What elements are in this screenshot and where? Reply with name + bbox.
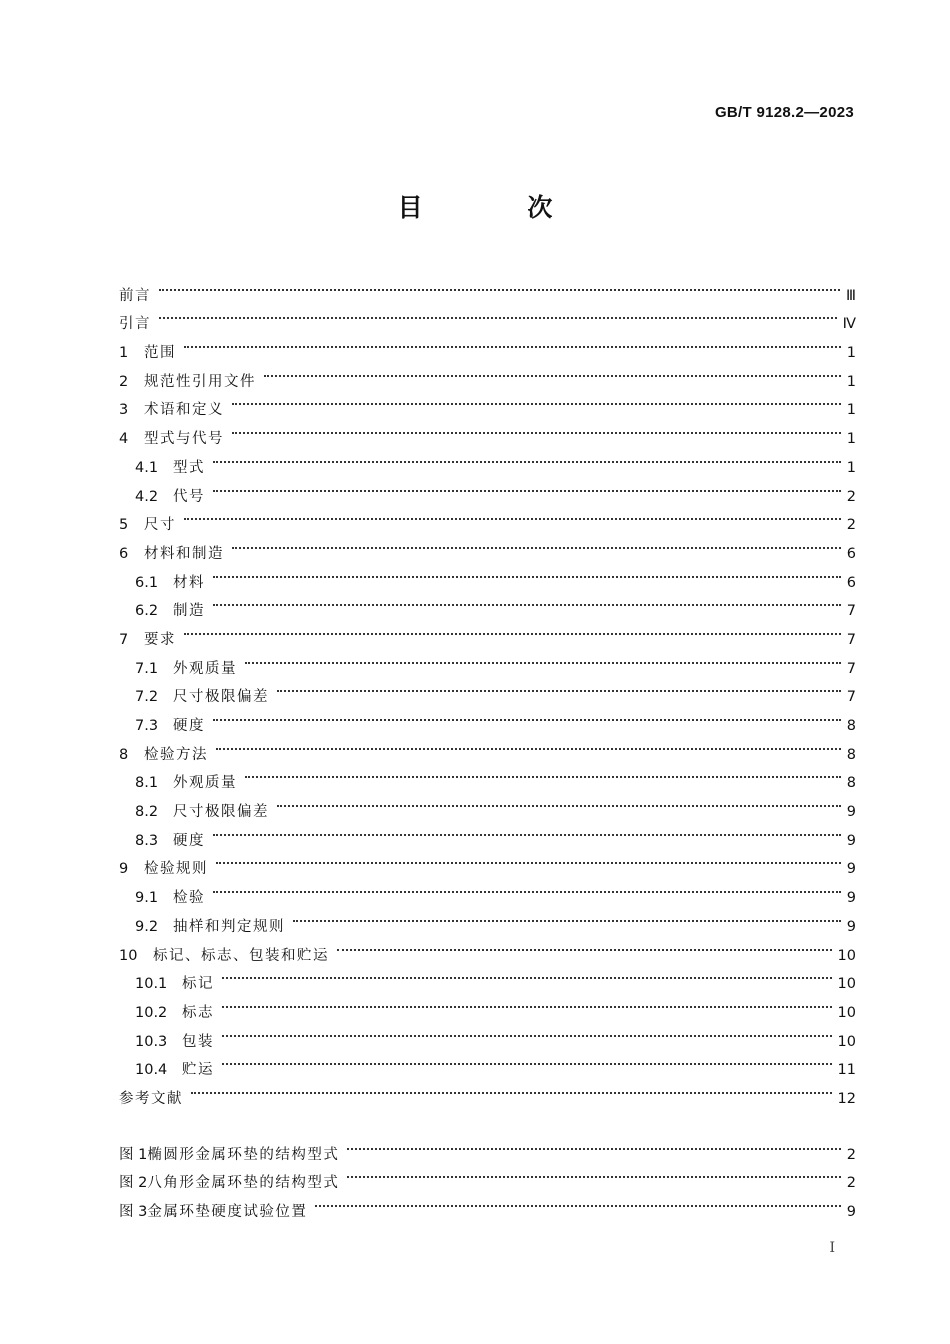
dot-leader <box>213 701 841 730</box>
dot-leader <box>184 328 841 357</box>
toc-entry-title: 包装 <box>182 1033 214 1050</box>
dot-leader <box>277 787 841 816</box>
page-title: 目 次 <box>397 193 601 222</box>
toc-entry[interactable] <box>119 443 856 476</box>
toc-entry-title: 尺寸极限偏差 <box>173 804 269 821</box>
figure-number: 图 1 <box>119 1146 148 1163</box>
toc-entry-title: 材料和制造 <box>144 545 224 562</box>
toc-entry-title: 检验方法 <box>144 746 208 763</box>
toc-entry-number: 10.1 <box>135 976 168 993</box>
toc-entry-title: 前言 <box>119 287 151 304</box>
toc-entry-number: 4.1 <box>135 459 159 476</box>
dot-leader <box>216 845 841 874</box>
toc-entry-page: 11 <box>837 1062 856 1079</box>
toc-entry-number: 8.3 <box>135 832 159 849</box>
figure-page-number: 2 <box>846 1146 856 1163</box>
toc-entry-title: 尺寸 <box>144 517 176 534</box>
toc-entry-page: 7 <box>846 603 856 620</box>
toc-entry-page: 9 <box>846 804 856 821</box>
figure-page-number: 9 <box>846 1204 856 1220</box>
toc-entry-title: 规范性引用文件 <box>144 373 256 390</box>
toc-entry-number: 8.2 <box>135 804 159 821</box>
toc-entry-page: 1 <box>846 373 856 390</box>
toc-entry-title: 外观质量 <box>173 775 237 792</box>
dot-leader <box>159 271 840 300</box>
toc-entry-title: 型式与代号 <box>144 431 224 448</box>
figure-page-number: 2 <box>846 1175 856 1192</box>
toc-entry[interactable] <box>119 960 856 993</box>
dot-leader <box>222 988 832 1017</box>
toc-entry[interactable] <box>119 357 856 390</box>
toc-entry-page: 1 <box>846 459 856 476</box>
dot-leader <box>232 386 841 415</box>
dot-leader <box>213 587 841 616</box>
toc-entry[interactable] <box>119 501 856 534</box>
dot-leader <box>184 615 841 644</box>
dot-leader <box>315 1187 840 1216</box>
toc-entry-title: 范围 <box>144 345 176 362</box>
dot-leader <box>245 759 841 788</box>
toc-entry-page: 1 <box>846 431 856 448</box>
toc-entry-number: 5 <box>119 517 129 534</box>
toc-entry-page: 12 <box>837 1090 856 1107</box>
dot-leader <box>277 673 841 702</box>
toc-entry-title: 代号 <box>173 488 205 505</box>
toc-entry-page: 10 <box>837 947 856 964</box>
toc-entry-number: 4 <box>119 431 129 448</box>
dot-leader <box>293 902 841 931</box>
toc-entry-number: 6.1 <box>135 574 159 591</box>
toc-entry-page: 2 <box>846 488 856 505</box>
toc-entry[interactable] <box>119 271 856 304</box>
toc-entry-number: 9 <box>119 861 129 878</box>
toc-entry[interactable] <box>119 472 856 505</box>
standard-code: GB/T 9128.2—2023 <box>714 104 854 121</box>
toc-entry-number: 3 <box>119 402 129 419</box>
toc-divider-gap <box>119 1103 856 1130</box>
toc-entry-title: 硬度 <box>173 718 205 734</box>
dot-leader <box>264 357 841 386</box>
toc-entries <box>119 271 856 1107</box>
toc-entry-number: 9.1 <box>135 890 159 907</box>
toc-entry[interactable] <box>119 1074 856 1107</box>
toc-entry-title: 标记 <box>182 976 214 993</box>
figure-number: 图 3 <box>119 1204 148 1220</box>
toc-entry-title: 参考文献 <box>119 1090 183 1107</box>
toc-entry-title: 要求 <box>144 631 176 648</box>
toc-entry-page: 1 <box>846 345 856 362</box>
toc-entry-number: 7.1 <box>135 660 159 677</box>
dot-leader <box>184 501 841 530</box>
toc-entry-number: 7.3 <box>135 718 159 734</box>
figure-number: 图 2 <box>119 1175 148 1192</box>
toc-entry-number: 7 <box>119 631 129 648</box>
toc-entry-page: 6 <box>846 545 856 562</box>
toc-entry-page: 9 <box>846 918 856 935</box>
dot-leader <box>232 529 841 558</box>
toc-entry-title: 抽样和判定规则 <box>173 918 285 935</box>
toc-entry-page: Ⅲ <box>846 287 856 304</box>
toc-entry[interactable] <box>119 845 856 878</box>
toc-entry[interactable] <box>119 529 856 562</box>
toc-entry[interactable] <box>119 759 856 792</box>
toc-entry-page: 10 <box>837 1033 856 1050</box>
toc-entry-title: 型式 <box>173 459 205 476</box>
toc-entry[interactable] <box>119 615 856 648</box>
toc-entry-number: 4.2 <box>135 488 159 505</box>
toc-entry-page: 8 <box>846 746 856 763</box>
dot-leader <box>191 1074 832 1103</box>
toc-entry-page: 2 <box>846 517 856 534</box>
dot-leader <box>213 472 841 501</box>
toc-entry-number: 10 <box>119 947 138 964</box>
page-number: I <box>829 1240 835 1256</box>
dot-leader <box>347 1159 840 1188</box>
toc-entry[interactable] <box>119 300 856 333</box>
toc-entry[interactable] <box>119 730 856 763</box>
toc-entry[interactable] <box>119 328 856 362</box>
toc-entry-title: 标志 <box>182 1004 214 1021</box>
toc-entry-page: 7 <box>846 631 856 648</box>
toc-entry-number: 9.2 <box>135 918 159 935</box>
dot-leader <box>213 873 841 902</box>
toc-entry-number: 6.2 <box>135 603 159 620</box>
toc-entry-number: 7.2 <box>135 689 159 706</box>
toc-entry-page: 8 <box>846 775 856 792</box>
toc-entry-title: 硬度 <box>173 832 205 849</box>
toc-entry[interactable] <box>119 414 856 448</box>
dot-leader <box>245 644 841 673</box>
figure-title: 金属环垫硬度试验位置 <box>147 1204 308 1220</box>
toc-entry[interactable] <box>119 558 856 591</box>
dot-leader <box>222 960 832 989</box>
toc-entry-title: 外观质量 <box>173 660 237 677</box>
toc-entry-title: 检验规则 <box>144 861 208 878</box>
toc-entry-page: 9 <box>846 832 856 849</box>
dot-leader <box>232 414 841 443</box>
toc-entry-title: 制造 <box>173 603 205 620</box>
toc-entry-page: 1 <box>846 402 856 419</box>
toc-entry-title: 材料 <box>173 574 205 591</box>
toc-entry-number: 10.2 <box>135 1004 168 1021</box>
dot-leader <box>337 931 832 960</box>
dot-leader <box>216 730 841 759</box>
toc-entry-number: 6 <box>119 545 129 562</box>
toc-entry-page: 7 <box>846 689 856 706</box>
toc-entry-page: 9 <box>846 890 856 907</box>
dot-leader <box>213 558 841 587</box>
toc-entry-title: 尺寸极限偏差 <box>173 689 269 706</box>
toc-entry-page: 10 <box>837 1004 856 1021</box>
table-of-contents <box>119 271 856 1220</box>
toc-entry-number: 8 <box>119 746 129 763</box>
toc-entry-page: Ⅳ <box>842 316 856 333</box>
dot-leader <box>159 300 837 329</box>
toc-entry-number: 1 <box>119 345 129 362</box>
toc-entry[interactable] <box>119 1017 856 1050</box>
toc-entry[interactable] <box>119 1046 856 1079</box>
toc-entry-number: 8.1 <box>135 775 159 792</box>
figure-title: 椭圆形金属环垫的结构型式 <box>147 1146 340 1163</box>
toc-entry[interactable] <box>119 873 856 907</box>
dot-leader <box>222 1046 832 1075</box>
toc-entry-page: 8 <box>846 718 856 734</box>
toc-entry-number: 10.4 <box>135 1062 168 1079</box>
toc-entry-title: 标记、标志、包装和贮运 <box>153 947 329 964</box>
figure-list <box>119 1130 856 1220</box>
toc-entry[interactable] <box>119 902 856 935</box>
toc-entry-title: 术语和定义 <box>144 402 224 419</box>
figure-title: 八角形金属环垫的结构型式 <box>147 1175 340 1192</box>
toc-entry[interactable] <box>119 587 856 620</box>
dot-leader <box>213 443 841 472</box>
toc-entry-title: 贮运 <box>182 1062 214 1079</box>
toc-entry[interactable] <box>119 644 856 677</box>
dot-leader <box>222 1017 832 1046</box>
dot-leader <box>213 816 841 845</box>
toc-entry-number: 2 <box>119 373 129 390</box>
figure-entry[interactable] <box>119 1130 856 1163</box>
toc-entry-title: 检验 <box>173 890 205 907</box>
toc-entry[interactable] <box>119 988 856 1021</box>
toc-entry-title: 引言 <box>119 316 151 333</box>
toc-entry-number: 10.3 <box>135 1033 168 1050</box>
toc-entry-page: 6 <box>846 574 856 591</box>
toc-entry-page: 9 <box>846 861 856 878</box>
toc-entry[interactable] <box>119 701 856 734</box>
toc-entry-page: 7 <box>846 660 856 677</box>
toc-entry-page: 10 <box>837 976 856 993</box>
toc-entry[interactable] <box>119 816 856 849</box>
dot-leader <box>347 1130 840 1159</box>
